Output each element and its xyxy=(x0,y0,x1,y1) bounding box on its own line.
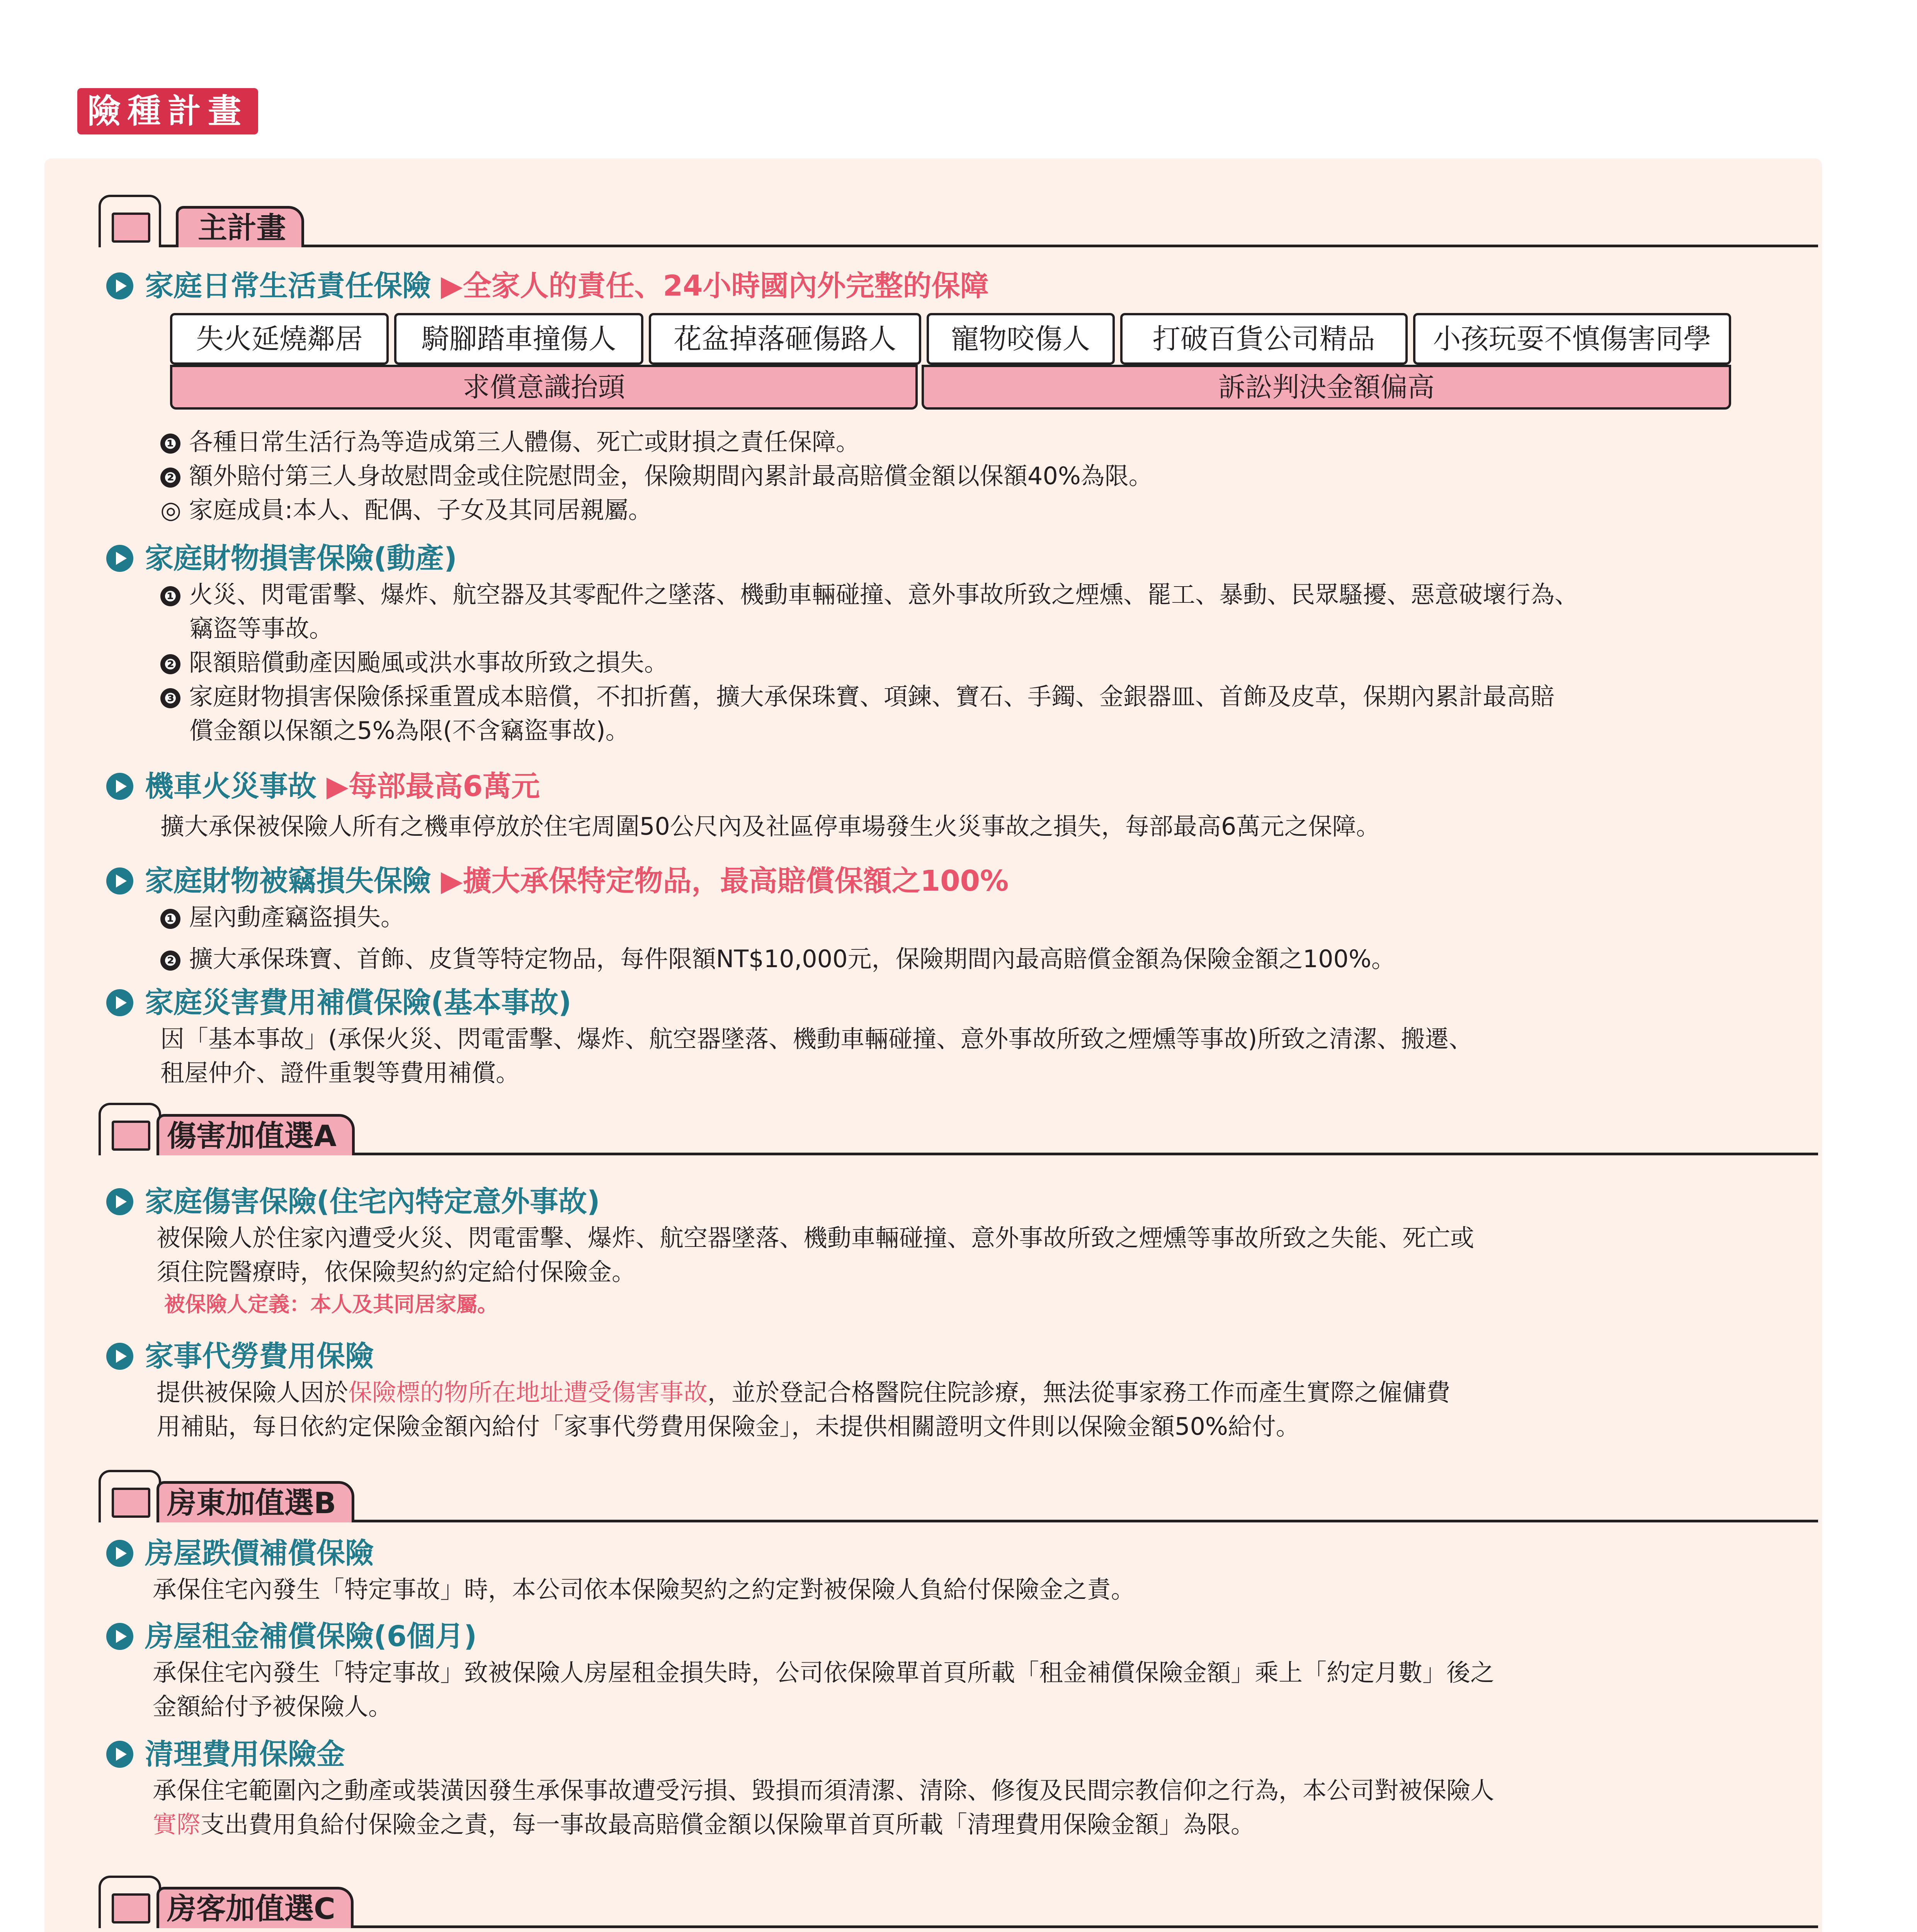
example-box: 失火延燒鄰居 xyxy=(170,313,389,365)
play-bullet-icon xyxy=(106,1623,133,1650)
section-b-header xyxy=(99,1480,1818,1522)
injury-block xyxy=(106,1182,1820,1320)
liability-block xyxy=(106,267,1820,305)
property-note-2: 限額賠償動產因颱風或洪水事故所致之損失。 xyxy=(189,648,668,677)
liability-members: ◎ 家庭成員:本人、配偶、子女及其同居親屬。 xyxy=(160,496,652,524)
property-note-1b: 竊盜等事故。 xyxy=(189,614,333,643)
property-note-1: 火災、閃電雷擊、爆炸、航空器及其零配件之墜落、機動車輛碰撞、意外事故所致之煙燻、罷工、暴動、民眾騷擾、惡意破壞行為、 xyxy=(189,580,1579,609)
play-bullet-icon xyxy=(106,1741,133,1768)
injury-line-1: 被保險人於住家內遭受火災、閃電雷擊、爆炸、航空器墜落、機動車輛碰撞、意外事故所致之煙燻等事故所致之失能、死亡或 xyxy=(156,1224,1475,1252)
arrow-icon: ▶ xyxy=(441,864,463,898)
motorcycle-title: 機車火災事故 xyxy=(145,770,316,803)
property-note-3: 家庭財物損害保險係採重置成本賠償，不扣折舊，擴大承保珠寶、項鍊、寶石、手鐲、金銀器皿、首飾及皮草，保期內累計最高賠 xyxy=(189,682,1555,711)
tenant-person-icon xyxy=(99,1876,161,1928)
claim-awareness-bar: 求償意識抬頭 xyxy=(170,365,918,410)
property-title: 家庭財物損害保險(動產) xyxy=(145,542,457,575)
cleanup-title: 清理費用保險金 xyxy=(145,1738,345,1771)
rent-title: 房屋租金補償保險(6個月) xyxy=(145,1620,477,1653)
devalue-block xyxy=(106,1534,1820,1607)
property-block: 家庭財物損害保險(動產) ❶ 火災、閃電雷擊、爆炸、航空器及其零配件之墜落、機動車輛碰撞、意外事故所致之煙燻、罷工、暴動、民眾騷擾、惡意破壞行為、 竊盜等事故。 ❷ 限額賠償動產因颱風或洪水事故所致之損失。 ❸ 家庭財物損害保險係採重置成本賠償，不扣折舊，擴大承保珠寶、項鍊、寶石、手鐲、金銀器皿、首飾及皮草，保期內累計最高賠 償金額以保額之5%為限(不含竊盜事故)。 xyxy=(106,539,1820,748)
injury-note: 被保險人定義：本人及其同居家屬。 xyxy=(164,1292,498,1316)
arrow-icon: ▶ xyxy=(441,269,463,303)
injury-line-2: 須住院醫療時，依保險契約約定給付保險金。 xyxy=(156,1258,636,1286)
example-box: 寵物咬傷人 xyxy=(927,313,1115,365)
property-note-3b: 償金額以保額之5%為限(不含竊盜事故)。 xyxy=(189,716,629,745)
section-c-header xyxy=(99,1886,1818,1928)
housework-title: 家事代勞費用保險 xyxy=(145,1340,374,1373)
section-a-header xyxy=(99,1113,1818,1155)
section-main-header xyxy=(99,205,1818,247)
first-aid-kit-icon xyxy=(99,1103,161,1155)
housework-block xyxy=(106,1337,1820,1444)
play-bullet-icon xyxy=(106,773,133,800)
theft-block: 家庭財物被竊損失保險 ▶擴大承保特定物品，最高賠償保額之100% ❶ 屋內動產竊盜損失。 ❷ 擴大承保珠寶、首飾、皮貨等特定物品，每件限額NT$10,000元，保險期間內最高賠償金額為保險金額之100%。 xyxy=(106,862,1820,976)
cleanup-line-2: 實際支出費用負給付保險金之責，每一事故最高賠償金額以保險單首頁所載「清理費用保險金額」為限。 xyxy=(153,1810,1255,1838)
liability-note-1: ❶ 各種日常生活行為等造成第三人體傷、死亡或財損之責任保障。 xyxy=(106,425,1820,459)
section-main-title: 主計畫 xyxy=(176,206,304,247)
disaster-block xyxy=(106,983,1820,1090)
section-c-title: 房客加值選C xyxy=(156,1887,354,1928)
play-bullet-icon xyxy=(106,1188,133,1215)
liability-note-2: ❷ 額外賠付第三人身故慰問金或住院慰問金，保險期間內累計最高賠償金額以保額40%為限。 xyxy=(106,459,1820,493)
cleanup-line-1: 承保住宅範圍內之動產或裝潢因發生承保事故遭受污損、毀損而須清潔、清除、修復及民間宗教信仰之行為，本公司對被保險人 xyxy=(153,1776,1495,1804)
liability-notes xyxy=(106,425,1820,527)
theft-title: 家庭財物被竊損失保險 xyxy=(145,864,431,898)
example-box: 騎腳踏車撞傷人 xyxy=(394,313,643,365)
section-a-title: 傷害加值選A xyxy=(156,1114,355,1155)
liability-title: 家庭日常生活責任保險 xyxy=(145,269,431,303)
injury-title: 家庭傷害保險(住宅內特定意外事故) xyxy=(145,1185,600,1218)
rent-block xyxy=(106,1617,1820,1724)
play-bullet-icon xyxy=(106,545,133,572)
play-bullet-icon xyxy=(106,1540,133,1567)
rent-line-1: 承保住宅內發生「特定事故」致被保險人房屋租金損失時，公司依保險單首頁所載「租金補償保險金額」乘上「約定月數」後之 xyxy=(153,1658,1495,1687)
disaster-line-1: 因「基本事故」(承保火災、閃電雷擊、爆炸、航空器墜落、機動車輛碰撞、意外事故所致之煙燻等事故)所致之清潔、搬遷、 xyxy=(160,1025,1473,1053)
example-box: 小孩玩耍不慎傷害同學 xyxy=(1413,313,1731,365)
housework-line-2: 用補貼，每日依約定保險金額內給付「家事代勞費用保險金」，未提供相關證明文件則以保險金額50%給付。 xyxy=(156,1412,1300,1440)
rent-line-2: 金額給付予被保險人。 xyxy=(153,1692,393,1721)
example-box: 打破百貨公司精品 xyxy=(1120,313,1408,365)
motorcycle-block xyxy=(106,767,1820,844)
theft-note-2: 擴大承保珠寶、首飾、皮貨等特定物品，每件限額NT$10,000元，保險期間內最高賠償金額為保險金額之100%。 xyxy=(189,945,1395,973)
house-document-icon xyxy=(99,1470,161,1522)
example-box: 花盆掉落砸傷路人 xyxy=(649,313,921,365)
motorcycle-highlight: 每部最高6萬元 xyxy=(348,770,540,803)
play-bullet-icon xyxy=(106,867,133,895)
liability-title-row xyxy=(106,267,1820,305)
disaster-title: 家庭災害費用補償保險(基本事故) xyxy=(145,986,572,1019)
play-bullet-icon xyxy=(106,1343,133,1370)
cleanup-block xyxy=(106,1735,1820,1842)
plan-tag: 險種計畫 xyxy=(77,88,258,134)
motorcycle-text: 擴大承保被保險人所有之機車停放於住宅周圍50公尺內及社區停車場發生火災事故之損失，每部最高6萬元之保障。 xyxy=(160,812,1380,840)
house-fire-icon xyxy=(99,195,161,247)
devalue-text: 承保住宅內發生「特定事故」時，本公司依本保險契約之約定對被保險人負給付保險金之責。 xyxy=(153,1575,1135,1604)
liability-highlight: 全家人的責任、24小時國內外完整的保障 xyxy=(463,269,989,303)
liability-examples xyxy=(170,313,1731,410)
theft-note-1: 屋內動產竊盜損失。 xyxy=(189,903,405,931)
play-bullet-icon xyxy=(106,272,133,299)
devalue-title: 房屋跌價補償保險 xyxy=(145,1537,374,1570)
section-b-title: 房東加值選B xyxy=(156,1481,354,1522)
lawsuit-amount-bar: 訴訟判決金額偏高 xyxy=(922,365,1731,410)
arrow-icon: ▶ xyxy=(326,770,349,803)
play-bullet-icon xyxy=(106,989,133,1016)
disaster-line-2: 租屋仲介、證件重製等費用補償。 xyxy=(160,1059,520,1087)
theft-highlight: 擴大承保特定物品，最高賠償保額之100% xyxy=(463,864,1009,898)
housework-line-1: 提供被保險人因於保險標的物所在地址遭受傷害事故，並於登記合格醫院住院診療，無法從事家務工作而產生實際之僱傭費 xyxy=(156,1378,1451,1406)
